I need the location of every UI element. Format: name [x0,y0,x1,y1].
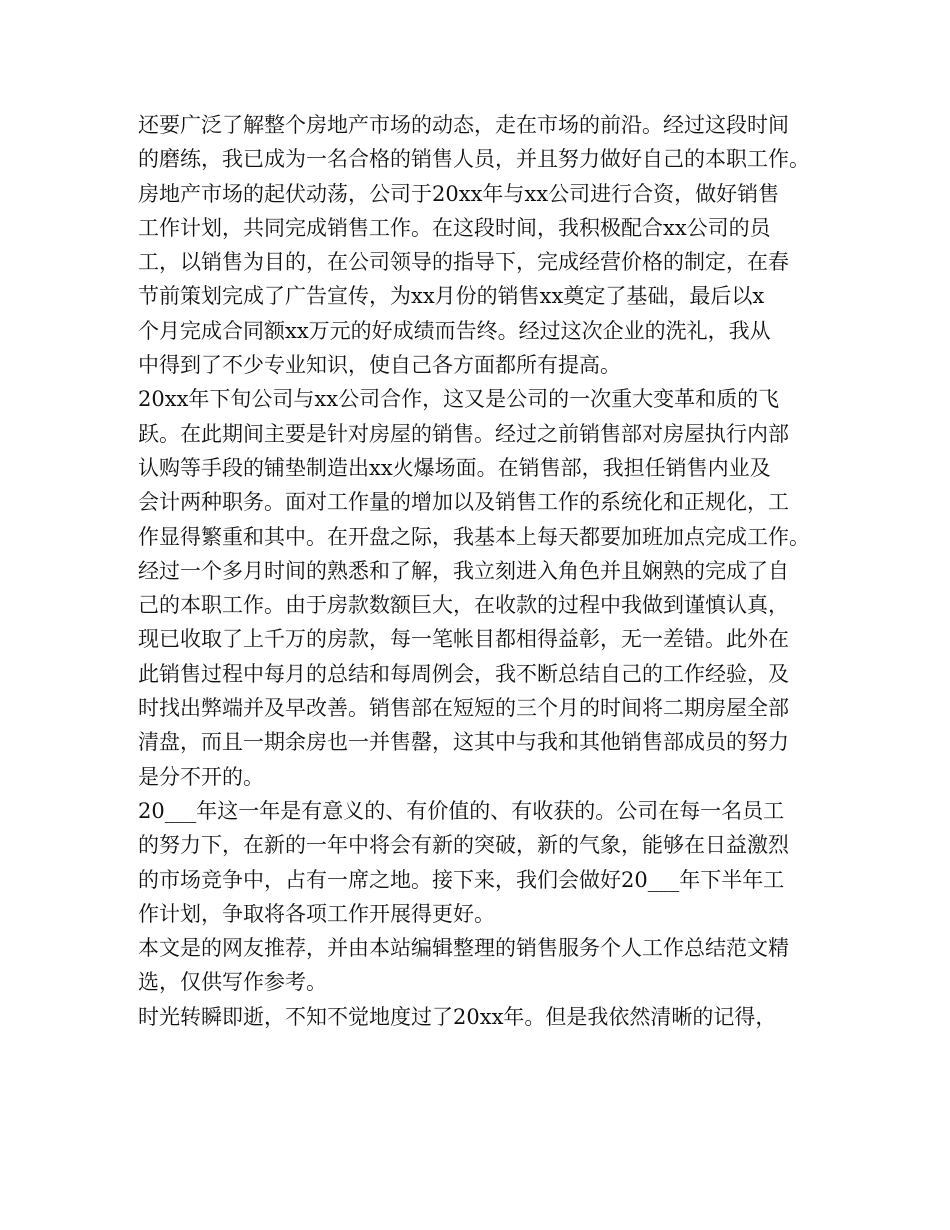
text-line: 作计划，争取将各项工作开展得更好。 [138,901,495,926]
text-line: 的市场竞争中，占有一席之地。接下来，我们会做好20___年下半年工 [138,867,785,892]
body-text [138,108,828,1034]
text-line: 作显得繁重和其中。在开盘之际，我基本上每天都要加班加点完成工作。 [138,524,810,549]
text-line: 己的本职工作。由于房款数额巨大，在收款的过程中我做到谨慎认真， [138,593,789,618]
text-line: 的磨练，我已成为一名合格的销售人员，并且努力做好自己的本职工作。 [138,147,810,172]
text-line: 的努力下，在新的一年中将会有新的突破，新的气象，能够在日益激烈 [138,833,789,858]
text-line: 时光转瞬即逝，不知不觉地度过了20xx年。但是我依然清晰的记得， [138,1004,777,1029]
text-line: 跃。在此期间主要是针对房屋的销售。经过之前销售部对房屋执行内部 [138,421,789,446]
text-line: 是分不开的。 [138,764,264,789]
text-line: 认购等手段的铺垫制造出xx火爆场面。在销售部，我担任销售内业及 [138,455,771,480]
text-line: 清盘，而且一期余房也一并售罄，这其中与我和其他销售部成员的努力 [138,730,789,755]
text-line: 经过一个多月时间的熟悉和了解，我立刻进入角色并且娴熟的完成了自 [138,558,789,583]
text-line: 现已收取了上千万的房款，每一笔帐目都相得益彰，无一差错。此外在 [138,627,789,652]
text-line: 此销售过程中每月的总结和每周例会，我不断总结自己的工作经验，及 [138,661,789,686]
text-line: 20___年这一年是有意义的、有价值的、有收获的。公司在每一名员工 [138,798,785,823]
text-line: 中得到了不少专业知识，使自己各方面都所有提高。 [138,353,621,378]
text-line: 选，仅供写作参考。 [138,970,327,995]
text-line: 工作计划，共同完成销售工作。在这段时间，我积极配合xx公司的员 [138,215,771,240]
text-line: 工，以销售为目的，在公司领导的指导下，完成经营价格的制定，在春 [138,250,789,275]
text-line: 本文是的网友推荐，并由本站编辑整理的销售服务个人工作总结范文精 [138,936,789,961]
text-line: 20xx年下旬公司与xx公司合作，这又是公司的一次重大变革和质的飞 [138,387,780,412]
text-line: 节前策划完成了广告宣传，为xx月份的销售xx奠定了基础，最后以x [138,284,765,309]
text-line: 还要广泛了解整个房地产市场的动态，走在市场的前沿。经过这段时间 [138,113,789,137]
text-line: 会计两种职务。面对工作量的增加以及销售工作的系统化和正规化，工 [138,490,789,515]
text-line: 房地产市场的起伏动荡，公司于20xx年与xx公司进行合资，做好销售 [138,181,780,206]
text-line: 个月完成合同额xx万元的好成绩而告终。经过这次企业的洗礼，我从 [138,318,771,343]
text-line: 时找出弊端并及早改善。销售部在短短的三个月的时间将二期房屋全部 [138,696,789,721]
